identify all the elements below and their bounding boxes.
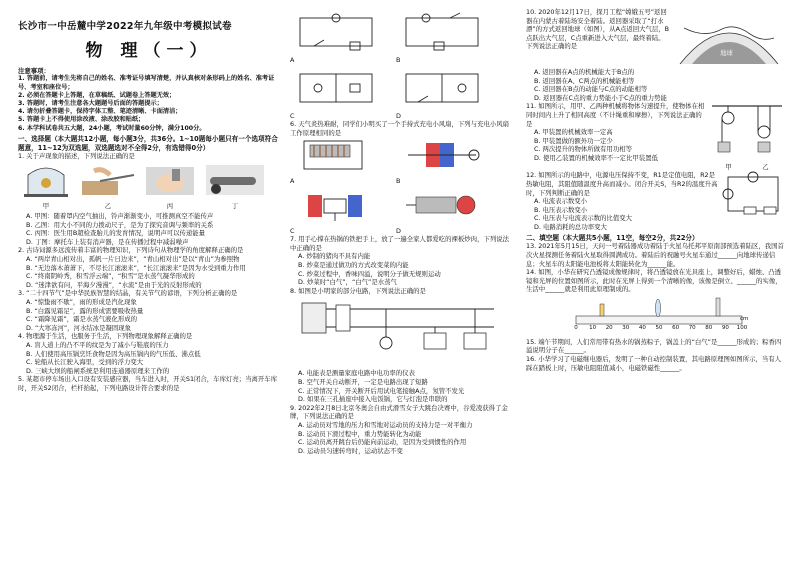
q4-option-d: D. 三峡大坝的船闸系统是利用连通器原理来工作的 bbox=[26, 366, 170, 375]
circuit-diagram-icon bbox=[396, 68, 488, 108]
q10-option-c: C. 返回器在B点的动能与C点的动能相等 bbox=[534, 85, 648, 94]
q10-stem: 10. 2020年12月17日，探月工程“嫦娥五号”返回器在内蒙古着陆场安全着陆。返回器采取了“打水漂”的方式返回地球（如图），从A点返回大气层，B点跃出大气层，C点重新进入大气层，最终着陆。下列说法正确的是 bbox=[526, 8, 670, 51]
ruler-tick-label: 40 bbox=[638, 324, 646, 331]
q12-option-c: C. 电压表与电流表示数的比值变大 bbox=[534, 214, 632, 223]
q2-option-c: C. “终南阴岭秀，积雪浮云端”，“积雪”是水蒸气凝华形成的 bbox=[26, 272, 195, 281]
q5-circuit-b bbox=[396, 12, 488, 64]
electromagnet-icon bbox=[290, 137, 382, 173]
q7-option-d: D. 炒菜时“白气”，“白气”是水蒸气 bbox=[298, 278, 397, 287]
q11-block bbox=[526, 102, 784, 171]
q6-stem: 6. 天气炎热难耐，同学们小明买了一个手持式充电小风扇，下列与充电小风扇工作原理相同的是 bbox=[290, 120, 510, 137]
q1-figure-ding bbox=[204, 163, 266, 210]
q6-label-d: D bbox=[396, 227, 401, 236]
school-title: 长沙市一中岳麓中学2022年九年级中考模拟试卷 bbox=[18, 21, 232, 32]
q7-option-c: C. 炒菜过程中，香味四溢，说明分子做无规则运动 bbox=[298, 269, 441, 278]
left-column bbox=[18, 8, 280, 555]
q9-option-b: B. 运动员下滑过程中，重力势能转化为动能 bbox=[298, 429, 422, 438]
q11-option-d: D. 使用乙装置的机械效率不一定比甲装置低 bbox=[534, 153, 659, 162]
q11-option-b: B. 甲装置做的额外功一定少 bbox=[534, 136, 613, 145]
q11-label-jia: 甲 bbox=[725, 163, 732, 172]
q8-stem: 8. 如图是小明家的部分电路，下列说法正确的是 bbox=[290, 286, 426, 295]
fixed-pulley-icon bbox=[722, 112, 734, 124]
note-item: 1. 答题前，请考生先将自己的姓名、准考证号填写清楚，并认真核对条形码上的姓名、准考证号、考室和座位号； bbox=[18, 75, 275, 91]
q10-earth-label: 地球 bbox=[720, 49, 733, 57]
motorcycle-muffler-icon bbox=[204, 163, 266, 197]
q8-option-c: C. 正常情况下，开关断开后用试电笔接触A点，氖管不发光 bbox=[298, 386, 465, 395]
ruler-tick-label: 90 bbox=[721, 324, 729, 331]
q10-option-d: D. 返回器在C点的重力势能小于C点的重力势能 bbox=[534, 93, 667, 102]
ruler-tick-label: 100 bbox=[736, 324, 748, 331]
q1-label-ding: 丁 bbox=[231, 202, 239, 211]
q7-option-a: A. 炒制的猪肉不具有内能 bbox=[298, 252, 371, 261]
ruler-tick-label: 50 bbox=[655, 324, 663, 331]
q2-option-d: D. “迷津欲有问，平海夕漫漫”，“水流”是由于光的反射形成的 bbox=[26, 280, 202, 289]
q9-option-c: C. 运动员离开跳台后仍能向前运动，是因为受到惯性的作用 bbox=[298, 438, 467, 447]
notes-heading: 注意事项： bbox=[18, 67, 50, 75]
q5-label-b: B bbox=[396, 56, 401, 64]
q14-optical-bench bbox=[570, 296, 748, 336]
q3-option-a: A. “惊蛰雨不歇”，雨的形成是汽化现象 bbox=[26, 297, 137, 306]
q1-option-c: C. 丙图：医生用B超检查胎儿的发育情况，说明声可以传递能量 bbox=[26, 229, 206, 238]
q4-option-a: A. 盲人道上的凸不平的纹是为了减小与鞋底的压力 bbox=[26, 340, 169, 349]
two-hole-socket-icon bbox=[464, 333, 486, 349]
movable-pulley-icon bbox=[758, 126, 770, 138]
q2-stem: 2. 古诗词源多远流传着丰富的物理知识，下列诗句从物理学的角度解释正确的是 bbox=[18, 246, 244, 255]
middle-column bbox=[290, 8, 515, 555]
candle-icon bbox=[600, 304, 604, 316]
generator-icon bbox=[396, 187, 488, 223]
q1-label-jia: 甲 bbox=[42, 202, 50, 211]
q6-label-c: C bbox=[290, 227, 295, 236]
ruler-tick-label: 30 bbox=[622, 324, 630, 331]
q11-figure bbox=[710, 102, 784, 171]
q10-figure bbox=[674, 8, 784, 68]
convex-lens-icon bbox=[656, 299, 661, 317]
q2-option-a: A. “两岸青山相对出，孤帆一片日边来”，“青山相对出”是以“青山”为参照物 bbox=[26, 254, 240, 263]
bell-jar-icon bbox=[18, 163, 74, 197]
q9-stem: 9. 2022年2月8日北京冬奥会自由式滑雪女子大跳台决赛中，谷爱凌获得了金牌，下列说法正确的是 bbox=[290, 403, 508, 421]
q5-circuit-c bbox=[290, 68, 382, 120]
q9-option-d: D. 运动员匀速转弯时，运动状态不变 bbox=[298, 446, 403, 455]
q13-text: 13. 2021年5月15日，天问一号着陆器成功着陆于火星乌托邦平原南部预选着陆区，我国首次火星探测任务着陆火星取得圆满成功。着陆后的祝融号火星车通过______向地球传递信息；火星车的太阳能电池板将太阳能转化为______能。 bbox=[526, 242, 784, 268]
q5-label-d: D bbox=[396, 112, 401, 120]
q4-stem: 4. 物理源于生活，也服务于生活，下列物理现象解释正确的是 bbox=[18, 332, 193, 341]
q16-text: 16. 小华学习了电磁继电器后，发明了一种自动控制装置，其电路原理图如图所示，当有人踩在踏板上时，压敏电阻阻值减小，电磁铁磁性______。 bbox=[526, 355, 782, 372]
q8-option-a: A. 电能表是测量家庭电路中电功率的仪表 bbox=[298, 369, 415, 378]
q1-figure-jia bbox=[18, 163, 74, 210]
ruler-on-table-icon bbox=[80, 163, 136, 197]
ruler-tick-label: 20 bbox=[605, 324, 613, 331]
q2-option-b: B. “无边落木萧萧下，不尽长江滚滚来”，“长江滚滚来”是因为水受到重力作用 bbox=[26, 263, 246, 272]
q4-option-b: B. 人们使用高压锅烹饪食物是因为高压锅内的气压低、沸点低 bbox=[26, 349, 201, 358]
q1-figure-yi bbox=[80, 163, 136, 210]
three-hole-socket-icon bbox=[424, 333, 446, 349]
ruler-tick-label: 60 bbox=[672, 324, 680, 331]
ultrasound-icon bbox=[142, 163, 198, 197]
q12-stem: 12. 如图所示的电路中，电源电压保持不变，R1是定值电阻，R2是热敏电阻，其阻值随温度升高而减小。闭合开关S，当R2的温度升高时，下列判断正确的是 bbox=[526, 171, 718, 197]
q5-label-a: A bbox=[290, 56, 295, 64]
q11-option-a: A. 甲装置的机械效率一定高 bbox=[534, 128, 613, 137]
q5-circuit-options bbox=[290, 12, 515, 120]
q4-option-c: C. 轮船从长江驶入海里，受到的浮力变大 bbox=[26, 358, 144, 367]
q12-option-d: D. 电路消耗的总功率变大 bbox=[534, 222, 607, 231]
q1-stem: 1. 关于声现象的描述，下列说法正确的是 bbox=[18, 152, 135, 161]
section-2-heading: 二、填空题（本大题共5小题，11空，每空2分，共22分） bbox=[526, 233, 699, 242]
q8-option-d: D. 如果在三孔插座中接入电饭锅，它与灯泡是串联的 bbox=[298, 395, 448, 404]
electric-meter-icon bbox=[302, 303, 326, 333]
q12-option-a: A. 电流表示数变小 bbox=[534, 197, 588, 206]
thermistor-circuit-diagram bbox=[722, 171, 784, 217]
q10-block bbox=[526, 8, 784, 68]
ruler-tick-label: 10 bbox=[589, 324, 597, 331]
q1-label-bing: 丙 bbox=[166, 202, 174, 211]
household-circuit-diagram bbox=[294, 297, 504, 363]
q6-figure-c bbox=[290, 187, 382, 235]
q3-option-b: B. “白露见霜足”，露的形成需要吸收热量 bbox=[26, 306, 144, 315]
note-item: 5. 答题卡上不得使用涂改液、涂改胶和贴纸； bbox=[18, 116, 145, 124]
q3-option-c: C. “霜降见霜”，霜是水蒸气液化形成的 bbox=[26, 315, 138, 324]
exam-subject-title: 物 理（一） bbox=[85, 41, 213, 61]
q10-option-a: A. 返回器在A点的机械能大于B点的 bbox=[534, 68, 635, 76]
q11-label-yi: 乙 bbox=[762, 163, 769, 172]
note-item: 3. 答题时，请考生注意各大题题号后面的答题提示； bbox=[18, 100, 163, 108]
ruler-tick-label: 0 bbox=[574, 324, 578, 331]
q6-label-a: A bbox=[290, 177, 295, 186]
magnet-wire-icon bbox=[396, 137, 488, 173]
bulb-icon bbox=[380, 337, 392, 349]
circuit-diagram-icon bbox=[290, 12, 382, 52]
q6-figures bbox=[290, 137, 515, 235]
q7-stem: 7. 用手心撑在热锅的铁把手上，放了一遍全家人都爱吃的裸板炒肉，下列说法中正确的是 bbox=[290, 235, 510, 252]
light-screen-icon bbox=[716, 298, 720, 316]
q1-figures bbox=[18, 163, 280, 210]
q5-circuit-a bbox=[290, 12, 382, 64]
note-item: 2. 必须在答题卡上答题，在草稿纸、试题卷上答题无效； bbox=[18, 91, 176, 99]
ruler-ticks bbox=[574, 324, 748, 334]
q12-text bbox=[526, 171, 718, 231]
right-column bbox=[526, 8, 784, 555]
note-item: 4. 请勿折叠答题卡，保持字体工整、笔迹清晰、卡面清洁； bbox=[18, 108, 182, 116]
q12-block bbox=[526, 171, 784, 231]
q11-text bbox=[526, 102, 706, 171]
q8-option-b: B. 空气开关自动断开，一定是电路出现了短路 bbox=[298, 377, 428, 386]
earth-orbit-diagram bbox=[674, 8, 784, 68]
q3-option-d: D. “大寒冻河”，河水结冰是凝固现象 bbox=[26, 323, 132, 332]
optical-bench-drawing bbox=[570, 296, 748, 326]
air-switch-icon bbox=[336, 305, 350, 331]
q1-option-d: D. 丁图：摩托车上装有消声器，是在传播过程中减弱噪声 bbox=[26, 237, 189, 246]
q11-figure-labels bbox=[710, 162, 784, 171]
q3-stem: 3. “二十四节气”是中华民族智慧的结晶，有关节气的谚语，下列分析正确的是 bbox=[18, 289, 238, 298]
note-item: 6. 本学科试卷共五大题，24小题，考试时量60分钟，满分100分。 bbox=[18, 124, 206, 132]
q6-figure-a bbox=[290, 137, 382, 185]
ruler-unit: cm bbox=[740, 315, 749, 322]
q11-stem: 11. 如图所示，用甲、乙两种机械将物体匀速提升，使物体在相同时间内上升了相同高度（不计绳重和摩擦），下列说法正确的是 bbox=[526, 102, 705, 128]
q10-option-b: B. 返回器在A、C两点的机械能相等 bbox=[534, 76, 635, 85]
q12-option-b: B. 电压表示数变小 bbox=[534, 205, 588, 214]
q9-option-a: A. 运动员对雪地的压力和雪地对运动员的支持力是一对平衡力 bbox=[298, 420, 473, 429]
section-1-heading: 一、选择题（本大题共12小题，每小题3分，共36分。1~10题每小题只有一个选项符合题意，11~12为双选题，双选题选对不全得2分，有选错得0分） bbox=[18, 134, 278, 152]
circuit-diagram-icon bbox=[396, 12, 488, 52]
q5-stem: 5. 某超市停车场出入口设有安装感应器，当车进入时，开关S1闭合，车库灯亮；当离开车库时，开关S2闭合，栏杆抬起，下列电路设计符合要求的是 bbox=[18, 375, 278, 392]
circuit-diagram-icon bbox=[290, 68, 382, 108]
q1-option-a: A. 甲图：随着罩内空气抽出，铃声渐渐变小，可推测真空不能传声 bbox=[26, 212, 214, 221]
q11-option-c: C. 两次提升的物体所做有用功相等 bbox=[534, 145, 632, 154]
q6-label-b: B bbox=[396, 177, 401, 186]
q6-figure-b bbox=[396, 137, 488, 185]
q7-option-b: B. 炒菜是通过做功的方式改变菜的内能 bbox=[298, 260, 409, 269]
q15-text: 15. 端午节期间，人们常用带有热水的锅蒸粽子，锅盖上的“白气”是______形成的；粽香四溢说明分子在______。 bbox=[526, 337, 782, 355]
q1-option-b: B. 乙图：用大小不同的力拨动尺子，是为了探究音调与频率的关系 bbox=[26, 220, 214, 229]
q14-text: 14. 如图，小华在研究凸透镜成像规律时，将凸透镜放在光具座上，调整好后，蜡烛、凸透镜和光屏的位置如图所示，此时在光屏上得到一个清晰的像，该像是倒立、______的实像，生活中______就是利用此原理制成的。 bbox=[526, 268, 782, 294]
ruler-tick-label: 80 bbox=[705, 324, 713, 331]
q6-figure-d bbox=[396, 187, 488, 235]
q1-figure-bing bbox=[142, 163, 198, 210]
motor-icon bbox=[290, 187, 382, 223]
pulley-diagram bbox=[710, 102, 784, 158]
q5-label-c: C bbox=[290, 112, 295, 120]
q5-circuit-d bbox=[396, 68, 488, 120]
q1-label-yi: 乙 bbox=[104, 202, 112, 211]
ruler-tick-label: 70 bbox=[688, 324, 696, 331]
